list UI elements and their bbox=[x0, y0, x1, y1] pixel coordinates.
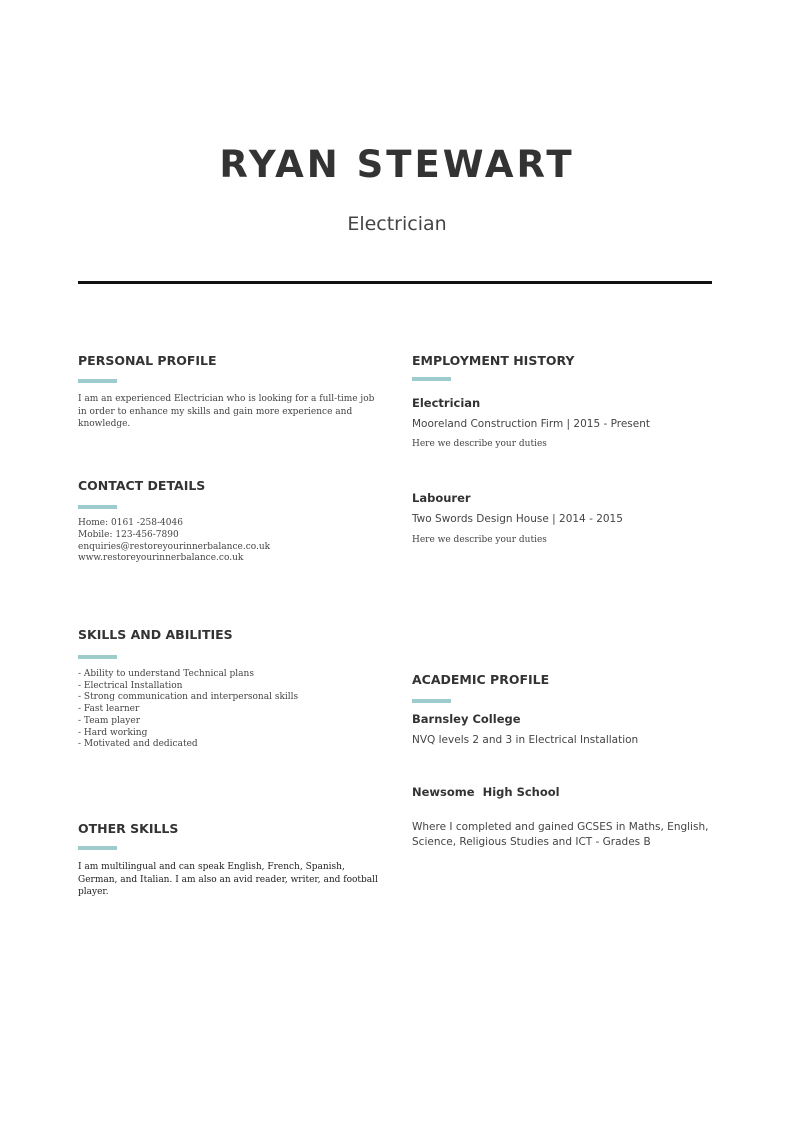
resume-name: RYAN STEWART bbox=[219, 143, 575, 186]
contact-details-list bbox=[78, 518, 383, 565]
job-duties: Here we describe your duties bbox=[412, 439, 547, 449]
academic-heading: ACADEMIC PROFILE bbox=[412, 672, 550, 687]
contact-email: enquiries@restoreyourinnerbalance.co.uk bbox=[78, 541, 271, 552]
resume-role: Electrician bbox=[347, 213, 447, 235]
header-divider bbox=[78, 281, 712, 284]
list-item: - Ability to understand Technical plans bbox=[78, 669, 254, 679]
skills-heading: SKILLS AND ABILITIES bbox=[78, 627, 233, 642]
contact-home: Home: 0161 -258-4046 bbox=[78, 518, 183, 528]
other-skills-heading: OTHER SKILLS bbox=[78, 821, 179, 836]
school-name: Newsome High School bbox=[412, 785, 560, 799]
personal-profile-accent bbox=[78, 379, 117, 383]
list-item: - Motivated and dedicated bbox=[78, 739, 198, 750]
list-item: - Strong communication and interpersonal skills bbox=[78, 692, 299, 703]
list-item: - Team player bbox=[78, 715, 141, 726]
job-company: Two Swords Design House | 2014 - 2015 bbox=[412, 513, 623, 525]
contact-mobile: Mobile: 123-456-7890 bbox=[78, 529, 179, 540]
other-skills-text: I am multilingual and can speak English, French, Spanish, German, and Italian. I am also an avid reader, writer, and football player. bbox=[78, 862, 378, 897]
employment-heading: EMPLOYMENT HISTORY bbox=[412, 353, 575, 368]
job-title: Electrician bbox=[412, 396, 481, 410]
job-duties: Here we describe your duties bbox=[412, 535, 547, 545]
job-company: Mooreland Construction Firm | 2015 - Present bbox=[412, 418, 651, 430]
personal-profile-text: I am an experienced Electrician who is looking for a full-time job in order to enhance my skills and gain more experience and knowledge. bbox=[78, 394, 375, 429]
skills-list bbox=[78, 669, 383, 751]
employment-accent bbox=[412, 377, 451, 381]
list-item: - Hard working bbox=[78, 727, 148, 738]
contact-details-accent bbox=[78, 505, 117, 509]
list-item: - Fast learner bbox=[78, 704, 140, 715]
personal-profile-heading: PERSONAL PROFILE bbox=[78, 353, 217, 368]
school-detail: NVQ levels 2 and 3 in Electrical Installation bbox=[412, 734, 639, 746]
skills-accent bbox=[78, 655, 117, 659]
contact-website: www.restoreyourinnerbalance.co.uk bbox=[78, 553, 244, 564]
job-title: Labourer bbox=[412, 491, 471, 505]
school-detail: Where I completed and gained GCSES in Maths, English, Science, Religious Studies and ICT - Grades B bbox=[412, 821, 709, 848]
list-item: - Electrical Installation bbox=[78, 680, 183, 691]
other-skills-accent bbox=[78, 846, 117, 850]
academic-accent bbox=[412, 699, 451, 703]
contact-details-heading: CONTACT DETAILS bbox=[78, 478, 206, 493]
school-name: Barnsley College bbox=[412, 712, 521, 726]
